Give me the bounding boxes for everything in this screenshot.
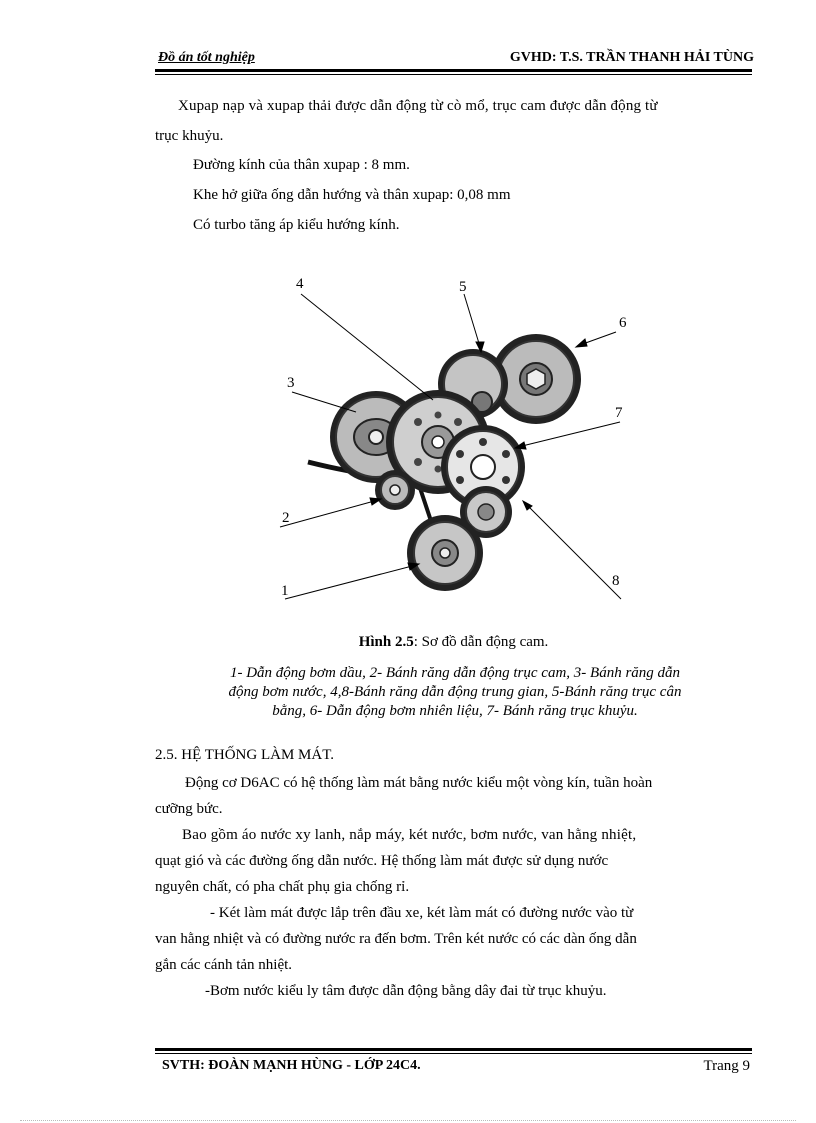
radiator-line1: - Két làm mát được lắp trên đầu xe, két làm mát có đường nước vào từ [210, 905, 634, 921]
paragraph-turbo: Có turbo tăng áp kiểu hướng kính. [193, 217, 400, 233]
figure-number: Hình 2.5 [358, 634, 414, 650]
cam-drive-diagram [268, 272, 668, 607]
figure-legend-line1: 1- Dẫn động bơm dầu, 2- Bánh răng dẫn động trục cam, 3- Bánh răng dẫn [229, 665, 681, 681]
paragraph-valve-drive-line1: Xupap nạp và xupap thải được dẫn động từ cò mổ, trục cam được dẫn động từ [178, 98, 658, 114]
radiator-line2: van hằng nhiệt và có đường nước ra đến bơm. Trên két nước có các dàn ống dẫn [155, 931, 637, 947]
label-1: 1 [281, 583, 289, 599]
figure-legend [170, 664, 740, 721]
label-2: 2 [282, 510, 290, 526]
paragraph-valve-drive-line2: trục khuỷu. [155, 128, 224, 144]
label-8: 8 [612, 573, 620, 589]
header-rule-thin [155, 74, 752, 75]
cooling-intro-line1: Động cơ D6AC có hệ thống làm mát bằng nước kiểu một vòng kín, tuần hoàn [185, 775, 653, 791]
header-advisor: GVHD: T.S. TRẦN THANH HẢI TÙNG [509, 50, 754, 65]
cooling-components-line2: quạt gió và các đường ống dẫn nước. Hệ thống làm mát được sử dụng nước [155, 853, 609, 869]
section-heading: 2.5. HỆ THỐNG LÀM MÁT. [155, 747, 335, 763]
label-6: 6 [619, 315, 627, 331]
footer-rule-thin [155, 1053, 752, 1054]
figure-caption-title [155, 634, 752, 651]
footer-rule-thick [155, 1048, 752, 1051]
footer-page-number: Trang 9 [703, 1058, 750, 1074]
paragraph-valve-diameter: Đường kính của thân xupap : 8 mm. [193, 157, 410, 173]
gear-train-illustration [268, 272, 668, 607]
radiator-line3: gắn các cánh tản nhiệt. [155, 957, 293, 973]
footer-student: SVTH: ĐOÀN MẠNH HÙNG - LỚP 24C4. [162, 1058, 421, 1073]
paragraph-guide-clearance: Khe hở giữa ống dẫn hướng và thân xupap: 0,08 mm [193, 187, 511, 203]
header-rule-thick [155, 69, 752, 72]
figure-legend-line2: động bơm nước, 4,8-Bánh răng dẫn động trung gian, 5-Bánh răng trục cân [228, 684, 682, 700]
label-4: 4 [296, 276, 304, 292]
label-5: 5 [459, 279, 467, 295]
cooling-intro-line2: cưỡng bức. [155, 801, 223, 817]
water-pump-paragraph: -Bơm nước kiểu ly tâm được dẫn động bằng dây đai từ trục khuỷu. [205, 983, 607, 999]
figure-title-text: : Sơ đồ dẫn động cam. [413, 634, 549, 650]
figure-legend-line3: bằng, 6- Dẫn động bơm nhiên liệu, 7- Bánh răng trục khuỷu. [272, 703, 638, 719]
label-3: 3 [287, 375, 295, 391]
cooling-components-line3: nguyên chất, có pha chất phụ gia chống rỉ. [155, 879, 410, 895]
header-doc-title: Đồ án tốt nghiệp [158, 50, 255, 65]
cooling-components-line1: Bao gồm áo nước xy lanh, nắp máy, két nước, bơm nước, van hằng nhiệt, [182, 827, 637, 843]
page-bottom-edge [20, 1120, 796, 1121]
gear-camshaft-drive [375, 470, 415, 510]
label-7: 7 [615, 405, 623, 421]
gear-oil-pump [407, 515, 483, 591]
